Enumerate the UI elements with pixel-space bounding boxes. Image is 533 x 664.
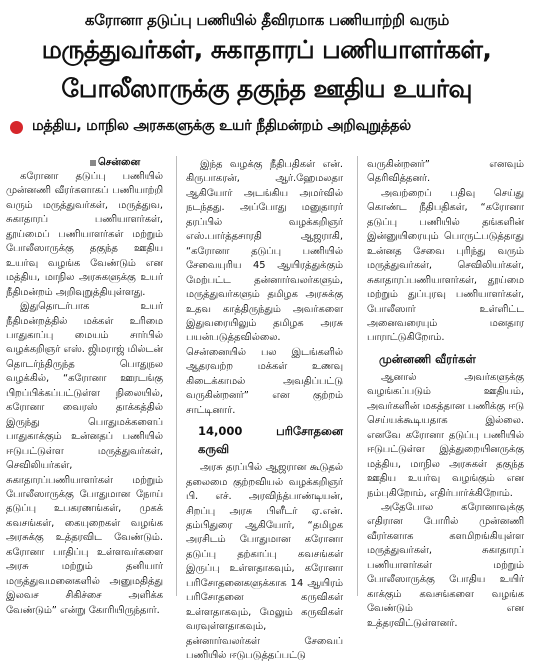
headline-line-1: மருத்துவர்கள், சுகாதாரப் பணியாளர்கள், [41, 35, 492, 64]
paragraph: இந்த வழக்கு நீதிபதிகள் என். கிருபாகரன், ஆர்.ஹேமலதா ஆகியோர் அடங்கிய அமர்வில் நடந்தது. அப்போது மனுதாரர் தரப்பில் வழக்கறிஞர் எஸ்.பார்த்தசாரதி ஆஜராகி, “கரோனா தடுப்பு பணியில் சேவையுரிய 45 ஆயிரத்துக்கும் மேற்பட்ட தன்னார்வலர்களும், மருத்துவர்களும் தமிழக அரசுக்கு உதவ காத்திருந்தும் அவர்களை இதுவரையிலும் தமிழக அரசு பயன்படுத்தவில்லை. சென்னையில் பல இடங்களில் ஆதரவற்ற மக்கள் உணவு கிடைக்காமல் அவதிப்பட்டு வருகின்றனர்” என குற்றம் சாட்டினார். [186, 159, 343, 416]
paragraph: அதேபோல கரோனாவுக்கு எதிரான போரில் முன்னணி வீரர்களாக களமிறங்கியுள்ள மருத்துவர்கள், சுகாதாரப் பணியாளர்கள் மற்றும் போலீஸாருக்கு போதிய உயிர் காக்கும் கவசங்களை வழங்க வேண்டும் என உத்தரவிட்டுள்ளனர். [367, 501, 524, 629]
dateline-square-icon [90, 160, 96, 166]
subheadline-text: மத்திய, மாநில அரசுகளுக்கு உயர் நீதிமன்றம் அறிவுறுத்தல் [32, 118, 411, 134]
column-divider [357, 156, 358, 596]
dateline-text: சென்னை [98, 157, 141, 168]
kicker: கரோனா தடுப்பு பணியில் தீவிரமாக பணியாற்றி வரும் [84, 11, 450, 29]
headline-line-2: போலீஸாருக்கு தகுந்த ஊதிய உயர்வு [61, 74, 472, 103]
paragraph: ஆனால் அவர்களுக்கு வழங்கப்படும் ஊதியம், அவர்களின் மகத்தான பணிக்கு ஈடு செய்யக்கூடியதாக இல்லை. எனவே கரோனா தடுப்பு பணியில் ஈடுபட்டுள்ள இத்துறையினருக்கு மத்திய, மாநில அரசுகள் தகுந்த ஊதிய உயர்வு வழங்கும் என நம்புகிறோம், எதிர்பார்க்கிறோம். [367, 371, 524, 499]
paragraph: அவற்றைப் பதிவு செய்து கொண்ட நீதிபதிகள், “கரோனா தடுப்பு பணியில் தங்களின் இன்னுயிரையும் பொருட்படுத்தாது உன்னத சேவை புரிந்து வரும் மருத்துவர்கள், செவிலியர்கள், சுகாதாரப்பணியாளர்கள், தூய்மை மற்றும் துப்புரவு பணியாளர்கள், போலீஸார் உள்ளிட்ட அனைவரையும் மனதார பாராட்டுகிறோம். [367, 187, 524, 344]
column-divider [176, 156, 177, 596]
paragraph: கரோனா தடுப்பு பணியில் முன்னணி வீரர்களாகப் பணியாற்றி வரும் மருத்துவர்கள், மருத்துவ, சுகாதாரப் பணியாளர்கள், தூய்மைப் பணியாளர்கள் மற்றும் போலீஸாருக்கு தகுந்த ஊதிய உயர்வு வழங்க வேண்டும் என மத்திய, மாநில அரசுகளுக்கு உயர் நீதிமன்றம் அறிவுறுத்தியுள்ளது. [6, 171, 163, 298]
section-heading: 14,000 பரிசோதனை கருவி [198, 424, 343, 457]
article-column-1 [6, 156, 163, 618]
paragraph: வருகின்றனர்” எனவும் தெரிவித்தனர். [367, 159, 524, 185]
article-column-2 [186, 158, 343, 664]
bullet-dot-icon [10, 121, 23, 134]
paragraph: அரசு தரப்பில் ஆஜரான கூடுதல் தலைமை குற்றவியல் வழக்கறிஞர் பி. எச். அரவிந்த்பாண்டியன், சிறப்பு அரசு பிளீடர் ஏ.என். தம்பிதுரை ஆகியோர், “தமிழக அரசிடம் போதுமான கரோனா தடுப்பு தற்காப்பு கவசங்கள் இருப்பு உள்ளதாகவும், கரோனா பரிசோதனைகளுக்காக 14 ஆயிரம் பரிசோதனை கருவிகள் உள்ளதாகவும், மேலும் கருவிகள் வரவுள்ளதாகவும், தன்னார்வலர்கள் சேவைப் பணியில் ஈடுபடுத்தப்பட்டு [186, 462, 343, 662]
dateline [6, 156, 163, 170]
section-heading: முன்னணி வீரர்கள் [379, 351, 476, 366]
paragraph: இதுதொடர்பாக உயர் நீதிமன்றத்தில் மக்கள் உரிமை பாதுகாப்பு மையம் சார்பில் வழக்கறிஞர் எஸ். ஜிமராஜ் மில்டன் தொடர்ந்திருந்த பொதுநல வழக்கில், “கரோனா ஊரடங்கு பிறப்பிக்கப்பட்டுள்ள நிலையில், கரோனா வைரஸ் தாக்கத்தில் இருந்து பொதுமக்களைப் பாதுகாக்கும் உன்னதப் பணியில் ஈடுபட்டுள்ள மருத்துவர்கள், செவிலியர்கள், சுகாதாரப்பணியாளர்கள் மற்றும் போலீஸாருக்கு போதுமான நோய் தடுப்பு உபகரணங்கள், முகக் கவசங்கள், கையுறைகள் வழங்க அரசுக்கு உத்தரவிட வேண்டும். கரோனா பாதிப்பு உள்ளவர்களை அரசு மற்றும் தனியார் மருத்துவமனைகளில் அனுமதித்து இலவச சிகிச்சை அளிக்க வேண்டும்” என்று கோரியிருந்தார். [6, 301, 163, 616]
subheadline [8, 116, 528, 142]
article-column-3 [367, 158, 524, 631]
